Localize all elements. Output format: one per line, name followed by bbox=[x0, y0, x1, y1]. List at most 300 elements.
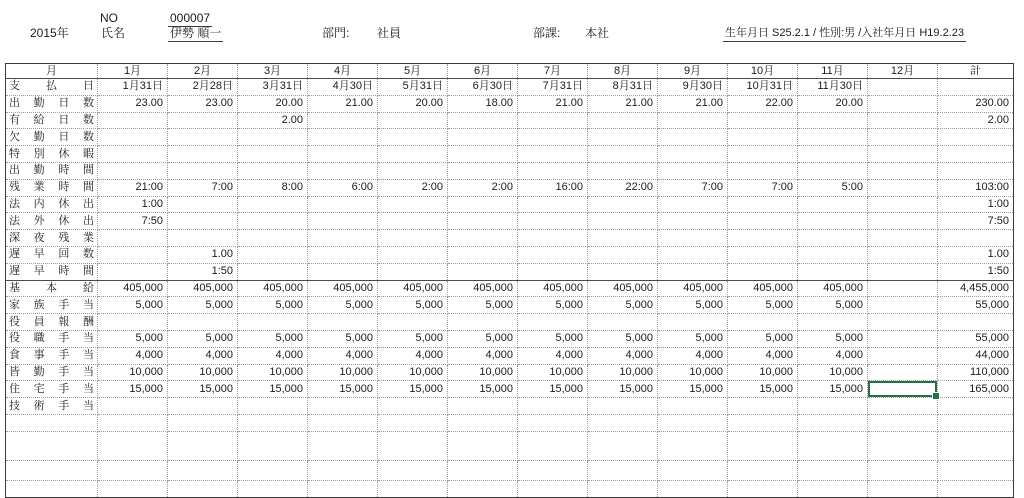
cell[interactable] bbox=[658, 431, 728, 460]
cell[interactable]: 4,000 bbox=[728, 347, 798, 364]
cell[interactable] bbox=[518, 213, 588, 230]
cell[interactable]: 15,000 bbox=[798, 381, 868, 398]
cell[interactable] bbox=[868, 179, 938, 196]
cell[interactable] bbox=[98, 431, 168, 460]
cell[interactable] bbox=[378, 162, 448, 179]
cell[interactable]: 10,000 bbox=[588, 364, 658, 381]
cell[interactable] bbox=[308, 263, 378, 280]
cell[interactable]: 5,000 bbox=[168, 330, 238, 347]
cell[interactable] bbox=[798, 460, 868, 481]
cell[interactable] bbox=[938, 230, 1014, 247]
cell[interactable] bbox=[868, 398, 938, 415]
cell[interactable] bbox=[518, 146, 588, 163]
cell[interactable]: 22:00 bbox=[588, 179, 658, 196]
cell[interactable] bbox=[448, 481, 518, 498]
cell[interactable] bbox=[238, 230, 308, 247]
cell[interactable]: 15,000 bbox=[238, 381, 308, 398]
cell[interactable] bbox=[98, 162, 168, 179]
cell[interactable]: 4,000 bbox=[588, 347, 658, 364]
cell[interactable] bbox=[518, 162, 588, 179]
column-header[interactable]: 11月 bbox=[798, 64, 868, 79]
cell[interactable] bbox=[378, 213, 448, 230]
cell[interactable] bbox=[798, 246, 868, 263]
cell[interactable]: 10,000 bbox=[168, 364, 238, 381]
cell[interactable]: 405,000 bbox=[658, 280, 728, 297]
cell[interactable]: 10,000 bbox=[518, 364, 588, 381]
cell[interactable] bbox=[728, 213, 798, 230]
cell[interactable]: 15,000 bbox=[728, 381, 798, 398]
column-header[interactable]: 12月 bbox=[868, 64, 938, 79]
cell[interactable] bbox=[518, 414, 588, 431]
cell[interactable] bbox=[378, 481, 448, 498]
cell[interactable] bbox=[238, 162, 308, 179]
cell[interactable] bbox=[798, 431, 868, 460]
row-label[interactable]: 法 内 休 出 bbox=[6, 196, 98, 213]
selected-cell[interactable] bbox=[868, 381, 938, 398]
column-header[interactable]: 2月 bbox=[168, 64, 238, 79]
cell[interactable] bbox=[238, 146, 308, 163]
cell[interactable] bbox=[238, 263, 308, 280]
cell[interactable] bbox=[98, 263, 168, 280]
cell[interactable] bbox=[448, 230, 518, 247]
cell[interactable]: 4月30日 bbox=[308, 79, 378, 96]
corner-month-label[interactable]: 月 bbox=[6, 64, 98, 79]
cell[interactable]: 7月31日 bbox=[518, 79, 588, 96]
cell[interactable] bbox=[308, 414, 378, 431]
cell[interactable] bbox=[98, 112, 168, 129]
cell[interactable]: 22.00 bbox=[728, 95, 798, 112]
cell[interactable] bbox=[448, 162, 518, 179]
cell[interactable]: 103:00 bbox=[938, 179, 1014, 196]
cell[interactable] bbox=[728, 263, 798, 280]
cell[interactable] bbox=[588, 213, 658, 230]
row-label[interactable]: 家 族 手 当 bbox=[6, 297, 98, 314]
cell[interactable] bbox=[588, 398, 658, 415]
cell[interactable] bbox=[98, 314, 168, 331]
cell[interactable]: 21.00 bbox=[308, 95, 378, 112]
cell[interactable] bbox=[588, 263, 658, 280]
cell[interactable] bbox=[238, 314, 308, 331]
cell[interactable] bbox=[658, 213, 728, 230]
cell[interactable] bbox=[518, 196, 588, 213]
cell[interactable]: 8:00 bbox=[238, 179, 308, 196]
cell[interactable] bbox=[728, 129, 798, 146]
cell[interactable]: 15,000 bbox=[658, 381, 728, 398]
cell[interactable]: 405,000 bbox=[798, 280, 868, 297]
cell[interactable]: 5,000 bbox=[448, 330, 518, 347]
cell[interactable] bbox=[798, 414, 868, 431]
cell[interactable] bbox=[448, 196, 518, 213]
cell[interactable] bbox=[168, 398, 238, 415]
row-label[interactable]: 欠 勤 日 数 bbox=[6, 129, 98, 146]
cell[interactable]: 4,000 bbox=[378, 347, 448, 364]
cell[interactable] bbox=[238, 196, 308, 213]
cell[interactable] bbox=[658, 460, 728, 481]
cell[interactable] bbox=[448, 129, 518, 146]
cell[interactable] bbox=[658, 230, 728, 247]
cell[interactable] bbox=[658, 112, 728, 129]
cell[interactable] bbox=[588, 460, 658, 481]
cell[interactable] bbox=[798, 112, 868, 129]
cell[interactable]: 1月31日 bbox=[98, 79, 168, 96]
cell[interactable]: 405,000 bbox=[378, 280, 448, 297]
cell[interactable]: 15,000 bbox=[518, 381, 588, 398]
column-header[interactable]: 5月 bbox=[378, 64, 448, 79]
cell[interactable] bbox=[728, 196, 798, 213]
cell[interactable] bbox=[308, 230, 378, 247]
cell[interactable] bbox=[168, 230, 238, 247]
cell[interactable] bbox=[868, 347, 938, 364]
cell[interactable]: 21.00 bbox=[518, 95, 588, 112]
cell[interactable]: 21.00 bbox=[588, 95, 658, 112]
cell[interactable] bbox=[518, 398, 588, 415]
cell[interactable] bbox=[728, 431, 798, 460]
row-label[interactable]: 出 勤 時 間 bbox=[6, 162, 98, 179]
cell[interactable] bbox=[938, 460, 1014, 481]
cell[interactable] bbox=[448, 146, 518, 163]
cell[interactable]: 1.00 bbox=[168, 246, 238, 263]
cell[interactable]: 5,000 bbox=[728, 297, 798, 314]
cell[interactable]: 10,000 bbox=[98, 364, 168, 381]
cell[interactable] bbox=[378, 414, 448, 431]
cell[interactable] bbox=[378, 246, 448, 263]
cell[interactable]: 5,000 bbox=[378, 330, 448, 347]
cell[interactable] bbox=[868, 481, 938, 498]
cell[interactable] bbox=[168, 196, 238, 213]
cell[interactable] bbox=[868, 364, 938, 381]
cell[interactable] bbox=[378, 314, 448, 331]
cell[interactable] bbox=[868, 196, 938, 213]
cell[interactable] bbox=[728, 314, 798, 331]
cell[interactable] bbox=[588, 314, 658, 331]
cell[interactable] bbox=[98, 414, 168, 431]
cell[interactable]: 405,000 bbox=[98, 280, 168, 297]
cell[interactable] bbox=[938, 398, 1014, 415]
cell[interactable]: 5,000 bbox=[798, 330, 868, 347]
cell[interactable] bbox=[378, 129, 448, 146]
cell[interactable] bbox=[938, 481, 1014, 498]
cell[interactable] bbox=[168, 213, 238, 230]
cell[interactable]: 5,000 bbox=[518, 330, 588, 347]
cell[interactable]: 20.00 bbox=[238, 95, 308, 112]
cell[interactable] bbox=[658, 246, 728, 263]
row-label[interactable]: 役 員 報 酬 bbox=[6, 314, 98, 331]
column-header[interactable]: 8月 bbox=[588, 64, 658, 79]
cell[interactable] bbox=[938, 146, 1014, 163]
cell[interactable] bbox=[798, 146, 868, 163]
cell[interactable]: 4,000 bbox=[658, 347, 728, 364]
cell[interactable] bbox=[6, 481, 98, 498]
column-header[interactable]: 3月 bbox=[238, 64, 308, 79]
cell[interactable] bbox=[868, 414, 938, 431]
cell[interactable]: 5,000 bbox=[658, 297, 728, 314]
cell[interactable]: 4,000 bbox=[798, 347, 868, 364]
column-header[interactable]: 10月 bbox=[728, 64, 798, 79]
cell[interactable] bbox=[588, 196, 658, 213]
cell[interactable] bbox=[168, 481, 238, 498]
cell[interactable] bbox=[798, 481, 868, 498]
cell[interactable] bbox=[868, 162, 938, 179]
cell[interactable]: 5,000 bbox=[98, 330, 168, 347]
cell[interactable] bbox=[378, 263, 448, 280]
cell[interactable] bbox=[518, 263, 588, 280]
cell[interactable] bbox=[868, 297, 938, 314]
cell[interactable]: 15,000 bbox=[448, 381, 518, 398]
cell[interactable] bbox=[518, 314, 588, 331]
cell[interactable] bbox=[168, 314, 238, 331]
cell[interactable] bbox=[938, 162, 1014, 179]
row-label[interactable]: 皆 勤 手 当 bbox=[6, 364, 98, 381]
cell[interactable]: 5,000 bbox=[588, 297, 658, 314]
cell[interactable] bbox=[798, 196, 868, 213]
cell[interactable] bbox=[938, 431, 1014, 460]
cell[interactable]: 5,000 bbox=[168, 297, 238, 314]
cell[interactable] bbox=[588, 414, 658, 431]
cell[interactable]: 5,000 bbox=[448, 297, 518, 314]
cell[interactable] bbox=[168, 460, 238, 481]
cell[interactable] bbox=[588, 246, 658, 263]
cell[interactable]: 405,000 bbox=[518, 280, 588, 297]
cell[interactable]: 4,455,000 bbox=[938, 280, 1014, 297]
cell[interactable]: 20.00 bbox=[378, 95, 448, 112]
cell[interactable] bbox=[518, 460, 588, 481]
cell[interactable]: 5:00 bbox=[798, 179, 868, 196]
cell[interactable]: 5,000 bbox=[378, 297, 448, 314]
cell[interactable]: 2.00 bbox=[238, 112, 308, 129]
cell[interactable]: 7:00 bbox=[168, 179, 238, 196]
cell[interactable] bbox=[308, 398, 378, 415]
cell[interactable]: 5,000 bbox=[238, 297, 308, 314]
cell[interactable] bbox=[658, 196, 728, 213]
cell[interactable] bbox=[868, 213, 938, 230]
row-label[interactable]: 役 職 手 当 bbox=[6, 330, 98, 347]
cell[interactable] bbox=[728, 112, 798, 129]
cell[interactable] bbox=[658, 162, 728, 179]
cell[interactable]: 15,000 bbox=[98, 381, 168, 398]
cell[interactable] bbox=[378, 230, 448, 247]
row-label[interactable]: 住 宅 手 当 bbox=[6, 381, 98, 398]
cell[interactable] bbox=[938, 314, 1014, 331]
cell[interactable]: 10,000 bbox=[378, 364, 448, 381]
cell[interactable] bbox=[6, 414, 98, 431]
cell[interactable]: 5,000 bbox=[238, 330, 308, 347]
cell[interactable]: 10,000 bbox=[448, 364, 518, 381]
row-label[interactable]: 遅 早 回 数 bbox=[6, 246, 98, 263]
column-header[interactable]: 4月 bbox=[308, 64, 378, 79]
cell[interactable]: 11月30日 bbox=[798, 79, 868, 96]
cell[interactable] bbox=[448, 213, 518, 230]
cell[interactable] bbox=[378, 196, 448, 213]
cell[interactable]: 4,000 bbox=[518, 347, 588, 364]
cell[interactable]: 405,000 bbox=[588, 280, 658, 297]
cell[interactable]: 55,000 bbox=[938, 330, 1014, 347]
cell[interactable] bbox=[588, 162, 658, 179]
cell[interactable] bbox=[448, 431, 518, 460]
cell[interactable]: 10,000 bbox=[798, 364, 868, 381]
cell[interactable] bbox=[798, 263, 868, 280]
row-label[interactable]: 法 外 休 出 bbox=[6, 213, 98, 230]
cell[interactable]: 6:00 bbox=[308, 179, 378, 196]
column-header[interactable]: 1月 bbox=[98, 64, 168, 79]
cell[interactable] bbox=[308, 146, 378, 163]
cell[interactable]: 230.00 bbox=[938, 95, 1014, 112]
cell[interactable] bbox=[308, 196, 378, 213]
cell[interactable] bbox=[658, 129, 728, 146]
cell[interactable]: 6月30日 bbox=[448, 79, 518, 96]
cell[interactable] bbox=[98, 398, 168, 415]
row-label[interactable]: 出 勤 日 数 bbox=[6, 95, 98, 112]
cell[interactable] bbox=[588, 146, 658, 163]
cell[interactable]: 5月31日 bbox=[378, 79, 448, 96]
row-label[interactable]: 基 本 給 bbox=[6, 280, 98, 297]
cell[interactable]: 10,000 bbox=[238, 364, 308, 381]
row-label[interactable]: 残 業 時 間 bbox=[6, 179, 98, 196]
cell[interactable] bbox=[308, 460, 378, 481]
cell[interactable]: 405,000 bbox=[238, 280, 308, 297]
cell[interactable] bbox=[98, 460, 168, 481]
cell[interactable] bbox=[658, 481, 728, 498]
cell[interactable] bbox=[168, 112, 238, 129]
cell[interactable]: 18.00 bbox=[448, 95, 518, 112]
cell[interactable]: 10,000 bbox=[728, 364, 798, 381]
cell[interactable] bbox=[798, 398, 868, 415]
cell[interactable]: 23.00 bbox=[98, 95, 168, 112]
cell[interactable] bbox=[868, 95, 938, 112]
cell[interactable]: 4,000 bbox=[98, 347, 168, 364]
cell[interactable] bbox=[518, 481, 588, 498]
cell[interactable]: 110,000 bbox=[938, 364, 1014, 381]
cell[interactable]: 16:00 bbox=[518, 179, 588, 196]
cell[interactable]: 1.00 bbox=[938, 246, 1014, 263]
cell[interactable]: 5,000 bbox=[308, 297, 378, 314]
cell[interactable] bbox=[868, 146, 938, 163]
cell[interactable]: 15,000 bbox=[588, 381, 658, 398]
cell[interactable]: 5,000 bbox=[518, 297, 588, 314]
cell[interactable] bbox=[588, 230, 658, 247]
cell[interactable] bbox=[98, 230, 168, 247]
cell[interactable] bbox=[798, 129, 868, 146]
cell[interactable]: 8月31日 bbox=[588, 79, 658, 96]
cell[interactable]: 165,000 bbox=[938, 381, 1014, 398]
cell[interactable] bbox=[98, 246, 168, 263]
cell[interactable]: 5,000 bbox=[308, 330, 378, 347]
cell[interactable]: 1:00 bbox=[98, 196, 168, 213]
cell[interactable]: 15,000 bbox=[378, 381, 448, 398]
cell[interactable] bbox=[238, 398, 308, 415]
cell[interactable]: 21:00 bbox=[98, 179, 168, 196]
cell[interactable] bbox=[868, 431, 938, 460]
cell[interactable]: 44,000 bbox=[938, 347, 1014, 364]
cell[interactable] bbox=[378, 431, 448, 460]
cell[interactable]: 7:50 bbox=[938, 213, 1014, 230]
cell[interactable] bbox=[518, 246, 588, 263]
cell[interactable]: 7:00 bbox=[658, 179, 728, 196]
cell[interactable] bbox=[238, 460, 308, 481]
cell[interactable]: 2:00 bbox=[448, 179, 518, 196]
cell[interactable] bbox=[868, 112, 938, 129]
cell[interactable] bbox=[98, 481, 168, 498]
cell[interactable] bbox=[308, 246, 378, 263]
cell[interactable]: 2:00 bbox=[378, 179, 448, 196]
cell[interactable] bbox=[588, 112, 658, 129]
cell[interactable] bbox=[168, 414, 238, 431]
cell[interactable]: 405,000 bbox=[448, 280, 518, 297]
cell[interactable] bbox=[868, 330, 938, 347]
cell[interactable] bbox=[868, 460, 938, 481]
cell[interactable] bbox=[728, 230, 798, 247]
cell[interactable]: 2.00 bbox=[938, 112, 1014, 129]
column-header[interactable]: 6月 bbox=[448, 64, 518, 79]
cell[interactable]: 20.00 bbox=[798, 95, 868, 112]
cell[interactable]: 10月31日 bbox=[728, 79, 798, 96]
cell[interactable] bbox=[728, 481, 798, 498]
cell[interactable]: 1:50 bbox=[168, 263, 238, 280]
cell[interactable] bbox=[238, 213, 308, 230]
cell[interactable] bbox=[6, 431, 98, 460]
cell[interactable] bbox=[868, 79, 938, 96]
cell[interactable] bbox=[6, 460, 98, 481]
cell[interactable]: 5,000 bbox=[728, 330, 798, 347]
cell[interactable]: 5,000 bbox=[98, 297, 168, 314]
cell[interactable] bbox=[98, 129, 168, 146]
cell[interactable] bbox=[938, 79, 1014, 96]
cell[interactable] bbox=[868, 280, 938, 297]
cell[interactable] bbox=[938, 414, 1014, 431]
cell[interactable] bbox=[728, 146, 798, 163]
cell[interactable] bbox=[308, 314, 378, 331]
row-label[interactable]: 特 別 休 暇 bbox=[6, 146, 98, 163]
cell[interactable] bbox=[238, 246, 308, 263]
cell[interactable] bbox=[518, 112, 588, 129]
cell[interactable]: 55,000 bbox=[938, 297, 1014, 314]
cell[interactable] bbox=[448, 263, 518, 280]
cell[interactable]: 7:50 bbox=[98, 213, 168, 230]
cell[interactable] bbox=[98, 146, 168, 163]
cell[interactable] bbox=[658, 146, 728, 163]
cell[interactable] bbox=[798, 314, 868, 331]
cell[interactable] bbox=[378, 112, 448, 129]
cell[interactable] bbox=[868, 314, 938, 331]
cell[interactable] bbox=[728, 398, 798, 415]
column-header[interactable]: 計 bbox=[938, 64, 1014, 79]
cell[interactable] bbox=[588, 129, 658, 146]
row-label[interactable]: 有 給 日 数 bbox=[6, 112, 98, 129]
cell[interactable]: 7:00 bbox=[728, 179, 798, 196]
cell[interactable] bbox=[658, 414, 728, 431]
cell[interactable] bbox=[798, 230, 868, 247]
cell[interactable] bbox=[238, 129, 308, 146]
cell[interactable]: 405,000 bbox=[168, 280, 238, 297]
cell[interactable] bbox=[728, 460, 798, 481]
column-header[interactable]: 7月 bbox=[518, 64, 588, 79]
cell[interactable] bbox=[868, 230, 938, 247]
cell[interactable] bbox=[658, 398, 728, 415]
cell[interactable]: 1:50 bbox=[938, 263, 1014, 280]
cell[interactable] bbox=[308, 431, 378, 460]
cell[interactable] bbox=[728, 162, 798, 179]
cell[interactable]: 1:00 bbox=[938, 196, 1014, 213]
cell[interactable]: 9月30日 bbox=[658, 79, 728, 96]
cell[interactable] bbox=[168, 162, 238, 179]
row-label[interactable]: 遅 早 時 間 bbox=[6, 263, 98, 280]
cell[interactable] bbox=[378, 398, 448, 415]
cell[interactable]: 23.00 bbox=[168, 95, 238, 112]
cell[interactable] bbox=[868, 129, 938, 146]
cell[interactable] bbox=[378, 146, 448, 163]
cell[interactable] bbox=[938, 129, 1014, 146]
cell[interactable] bbox=[868, 246, 938, 263]
cell[interactable] bbox=[448, 112, 518, 129]
